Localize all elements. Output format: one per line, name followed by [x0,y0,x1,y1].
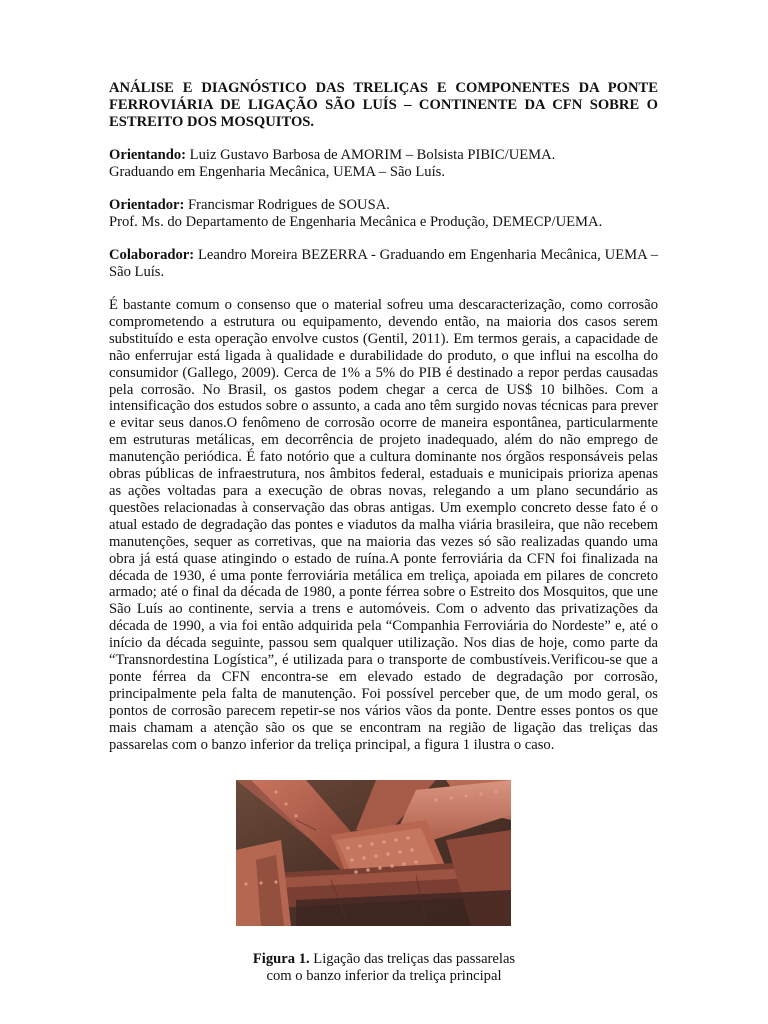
orientando-label: Orientando: [109,147,187,163]
paper-title: ANÁLISE E DIAGNÓSTICO DAS TRELIÇAS E COMPONENTES DA PONTE FERROVIÁRIA DE LIGAÇÃO SÃO LUÍS – CONTINENTE DA CFN SOBRE O ESTREITO DOS MOSQUITOS. [109,80,658,130]
body-paragraph: É bastante comum o consenso que o material sofreu uma descaracterização, como corrosão comprometendo a estrutura ou equipamento, devendo então, na maioria dos casos serem substituído e esta operação envolve custos (Gentil, 2011). Em termos gerais, a capacidade de não enferrujar está ligada à qualidade e durabilidade do produto, o que influi na escolha do consumidor (Gallego, 2009). Cerca de 1% a 5% do PIB é destinado a repor perdas causadas pela corrosão. No Brasil, os gastos podem chegar a cerca de US$ 10 bilhões. Com a intensificação dos estudos sobre o assunto, a cada ano têm surgido novas técnicas para prever e evitar seus danos.O fenômeno de corrosão ocorre de maneira espontânea, particularmente em estruturas metálicas, em decorrência de projeto inadequado, além do não emprego de manutenção periódica. É fato notório que a cultura dominante nos órgãos responsáveis pelas obras públicas de infraestrutura, nos âmbitos federal, estaduais e municipais prioriza apenas as ações voltadas para a execução de obras novas, relegando a um plano secundário as questões relacionadas à conservação das obras antigas. Um exemplo concreto desse fato é o atual estado de degradação das pontes e viadutos da malha viária brasileira, que não recebem manutenções, sequer as corretivas, que na maioria das vezes só são realizadas quando uma obra já está quase atingindo o estado de ruína.A ponte ferroviária da CFN foi finalizada na década de 1930, é uma ponte ferroviária metálica em treliça, apoiada em pilares de concreto armado; até o final da década de 1980, a ponte férrea sobre o Estreito dos Mosquitos, que une São Luís ao continente, servia a trens e automóveis. Com o advento das privatizações da década de 1990, a via foi então adquirida pela “Companhia Ferroviária do Nordeste” e, até o início da década seguinte, passou sem qualquer utilização. Nos dias de hoje, como parte da “Transnordestina Logística”, é utilizada para o transporte de combustíveis.Verificou-se que a ponte férrea da CFN encontra-se em elevado estado de degradação por corrosão, principalmente pela falta de manutenção. Foi possível perceber que, de um modo geral, os pontos de corrosão parecem repetir-se nos vários vãos da ponte. Dentre esses pontos os que mais chamam a atenção são os que se encontram na região de ligação das treliças das passarelas com o banzo inferior da treliça principal, a figura 1 ilustra o caso. [109,297,658,753]
orientando-affiliation: Graduando em Engenharia Mecânica, UEMA – São Luís. [109,164,445,180]
orientando-block [109,147,658,181]
figure-1-photo [236,780,511,926]
colaborador-label: Colaborador: [109,247,195,263]
figure-label: Figura 1. [252,950,310,967]
figure-caption-line1: Ligação das treliças das passarelas [309,950,516,967]
orientador-block [109,197,658,231]
orientador-name: Francismar Rodrigues de SOUSA. [184,197,390,213]
figure-caption-line2: com o banzo inferior da treliça principal [266,967,502,984]
orientando-name: Luiz Gustavo Barbosa de AMORIM – Bolsista PIBIC/UEMA. [186,147,556,163]
orientador-affiliation: Prof. Ms. do Departamento de Engenharia Mecânica e Produção, DEMECP/UEMA. [109,214,603,230]
figure-1-caption [200,951,568,985]
colaborador-block [109,247,658,281]
paper-content [109,80,658,753]
orientador-label: Orientador: [109,197,185,213]
colaborador-text: Leandro Moreira BEZERRA - Graduando em Engenharia Mecânica, UEMA – São Luís. [109,247,658,280]
